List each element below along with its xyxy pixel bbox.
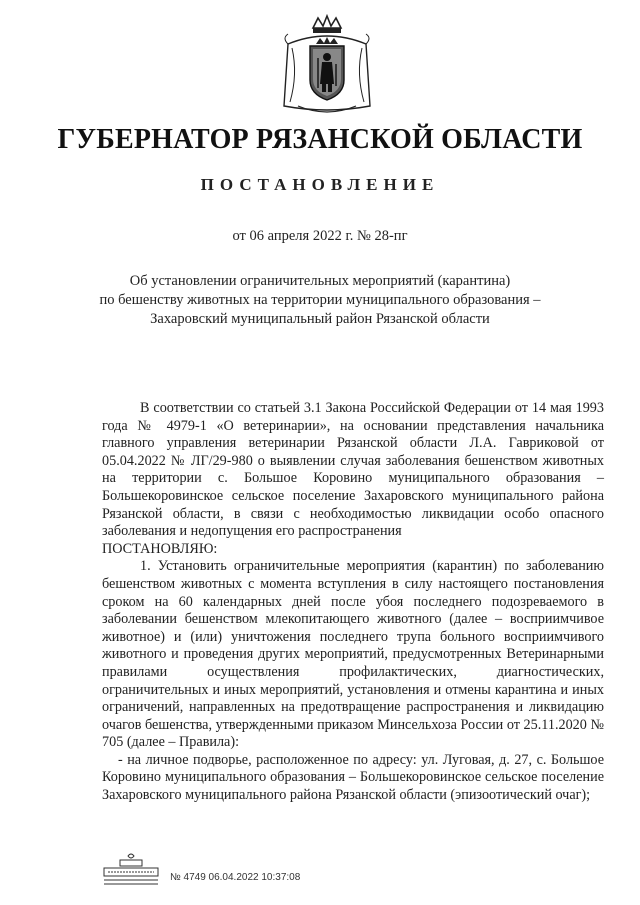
subject-line: по бешенству животных на территории муниципального образования – — [99, 292, 541, 308]
decree-body — [102, 400, 604, 805]
governor-title: ГУБЕРНАТОР РЯЗАНСКОЙ ОБЛАСТИ — [57, 124, 583, 155]
document-registration-code: № 4749 06.04.2022 10:37:08 — [170, 872, 301, 883]
decree-subject — [60, 272, 580, 329]
item-1-subparagraph: - на личное подворье, расположенное по адресу: ул. Луговая, д. 27, с. Большое Коровино муниципального образования – Большекоровинское сельское поселение Захаровского муниципального района Рязанской области (эпизоотический очаг); — [102, 751, 604, 804]
registration-stamp-icon — [100, 850, 162, 888]
document-footer — [100, 850, 400, 890]
decree-title: ПОСТАНОВЛЕНИЕ — [200, 175, 440, 194]
subject-line: Захаровский муниципальный район Рязанской области — [150, 311, 490, 327]
item-1-paragraph: 1. Установить ограничительные мероприятия (карантин) по заболеванию бешенством животных с момента вступления в силу настоящего постановления сроком на 60 календарных дней после убоя последнего подозреваемого в заболевании бешенством млекопитающего животного (далее – восприимчивое животное) и (или) уничтожения последнего трупа больного восприимчивого животного и проведения других мероприятий, предусмотренных Ветеринарными правилами осуществления профилактических, диагностических, ограничительных и иных мероприятий, установления и отмены карантина и иных ограничений, направленных на предотвращение распространения и ликвидацию очагов бешенства, утвержденными приказом Минсельхоза России от 25.11.2020 № 705 (далее – Правила): — [102, 558, 604, 751]
subject-line: Об установлении ограничительных мероприятий (карантина) — [129, 273, 511, 289]
resolve-heading: ПОСТАНОВЛЯЮ: — [102, 540, 218, 557]
preamble-paragraph: В соответствии со статьей 3.1 Закона Российской Федерации от 14 мая 1993 года № 4979-1 «О ветеринарии», на основании представления начальника главного управления ветеринарии Рязанской области Л.А. Гавриковой от 05.04.2022 № ЛГ/29-980 о выявлении случая заболевания бешенством животных на территории с. Большое Коровино муниципального образования – Большекоровинское сельское поселение Захаровского муниципального района Рязанской области, в связи с необходимостью ликвидации особо опасного заболевания и недопущения его распространения — [102, 400, 604, 540]
decree-date-number: от 06 апреля 2022 г. № 28-пг — [232, 228, 408, 244]
coat-of-arms-emblem — [278, 14, 376, 118]
